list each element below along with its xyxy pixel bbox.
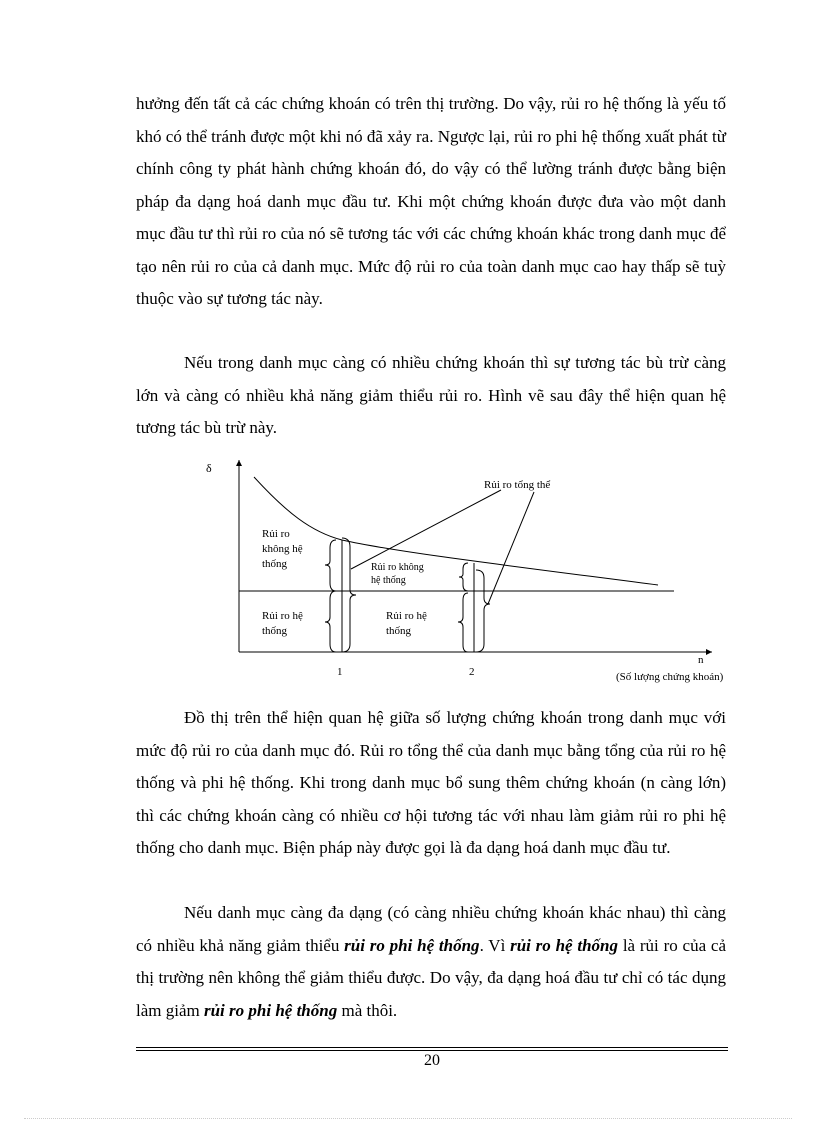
label-sys-left-1: Rủi ro hệ bbox=[262, 610, 303, 622]
x-axis-label: n bbox=[698, 654, 704, 666]
label-nonsys-mid-2: hệ thống bbox=[371, 575, 406, 586]
risk-diversification-chart bbox=[196, 452, 766, 692]
paragraph-2-text: Nếu trong danh mục càng có nhiều chứng khoán thì sự tương tác bù trừ càng lớn và càng có nhiều khả năng giảm thiểu rủi ro. Hình vẽ sau đây thể hiện quan hệ tương tác bù trừ này. bbox=[136, 353, 726, 437]
paragraph-4-part-e: là rủi ro của cả thị trường nên không thể giảm thiểu được. Do vậy, đa dạng hoá đầu tư chỉ có tác dụng làm giảm bbox=[136, 935, 726, 1020]
label-nonsys-left-2: không hệ bbox=[262, 543, 303, 555]
page-edge-dotted bbox=[24, 1118, 792, 1119]
label-nonsys-left-1: Rủi ro bbox=[262, 528, 290, 540]
footer-rule-bottom bbox=[136, 1050, 728, 1051]
label-sys-left-2: thống bbox=[262, 625, 288, 637]
paragraph-3 bbox=[136, 702, 726, 865]
paragraph-4 bbox=[136, 897, 726, 1027]
total-risk-curve bbox=[254, 477, 658, 585]
label-total-risk: Rủi ro tổng thể bbox=[484, 479, 551, 491]
page-number: 20 bbox=[424, 1052, 440, 1069]
footer-rule-top bbox=[136, 1047, 728, 1048]
paragraph-4-part-c: . Vì bbox=[479, 935, 511, 955]
brace-nonsys-2 bbox=[459, 563, 468, 591]
label-sys-mid-1: Rủi ro hệ bbox=[386, 610, 427, 622]
paragraph-1-text: hưởng đến tất cả các chứng khoán có trên thị trường. Do vậy, rủi ro hệ thống là yếu tố khó có thể tránh được một khi nó đã xảy ra. Ngược lại, rủi ro phi hệ thống xuất phát từ chính công ty phát hành chứng khoán đó, do vậy có thể lường tránh được bằng biện pháp đa dạng hoá danh mục đầu tư. Khi một chứng khoán được đưa vào một danh mục đầu tư thì rủi ro của nó sẽ tương tác với các chứng khoán khác trong danh mục để tạo nên rủi ro của cả danh mục. Mức độ rủi ro của toàn danh mục cao hay thấp sẽ tuỳ thuộc vào sự tương tác này. bbox=[136, 94, 726, 308]
x-axis-caption: (Số lượng chứng khoán) bbox=[616, 671, 724, 683]
paragraph-3-text: Đồ thị trên thể hiện quan hệ giữa số lượng chứng khoán trong danh mục với mức độ rủi ro của danh mục đó. Rủi ro tổng thể của danh mục bằng tổng của rủi ro hệ thống và phi hệ thống. Khi trong danh mục bổ sung thêm chứng khoán (n càng lớn) thì các chứng khoán càng có nhiều cơ hội tương tác với nhau làm giảm rủi ro phi hệ thống cho danh mục. Biện pháp này được gọi là đa dạng hoá danh mục đầu tư. bbox=[136, 708, 726, 857]
pointer-line-total bbox=[488, 492, 534, 604]
brace-sys-1 bbox=[325, 591, 336, 652]
paragraph-2 bbox=[136, 347, 726, 445]
emphasis-sys-risk: rủi ro hệ thống bbox=[510, 935, 619, 955]
label-nonsys-mid-1: Rủi ro không bbox=[371, 562, 424, 573]
y-axis-label: δ bbox=[206, 461, 212, 475]
pointer-line-nonsys bbox=[351, 490, 501, 569]
emphasis-nonsys-risk-2: rủi ro phi hệ thống bbox=[203, 1000, 338, 1020]
brace-total-2 bbox=[476, 570, 490, 652]
paragraph-1 bbox=[136, 88, 726, 316]
tick-1: 1 bbox=[337, 666, 343, 678]
brace-nonsys-1 bbox=[325, 540, 336, 591]
paragraph-4-part-g: mà thôi. bbox=[337, 1000, 398, 1020]
label-sys-mid-2: thống bbox=[386, 625, 412, 637]
label-nonsys-left-3: thống bbox=[262, 558, 288, 570]
brace-sys-2 bbox=[458, 593, 468, 652]
emphasis-nonsys-risk-1: rủi ro phi hệ thống bbox=[344, 935, 480, 955]
tick-2: 2 bbox=[469, 666, 475, 678]
brace-total-1 bbox=[342, 538, 356, 652]
paragraph-4-part-a: Nếu danh mục càng đa dạng (có càng nhiều chứng khoán khác nhau) thì càng có nhiều khả năng giảm thiểu bbox=[136, 903, 726, 955]
